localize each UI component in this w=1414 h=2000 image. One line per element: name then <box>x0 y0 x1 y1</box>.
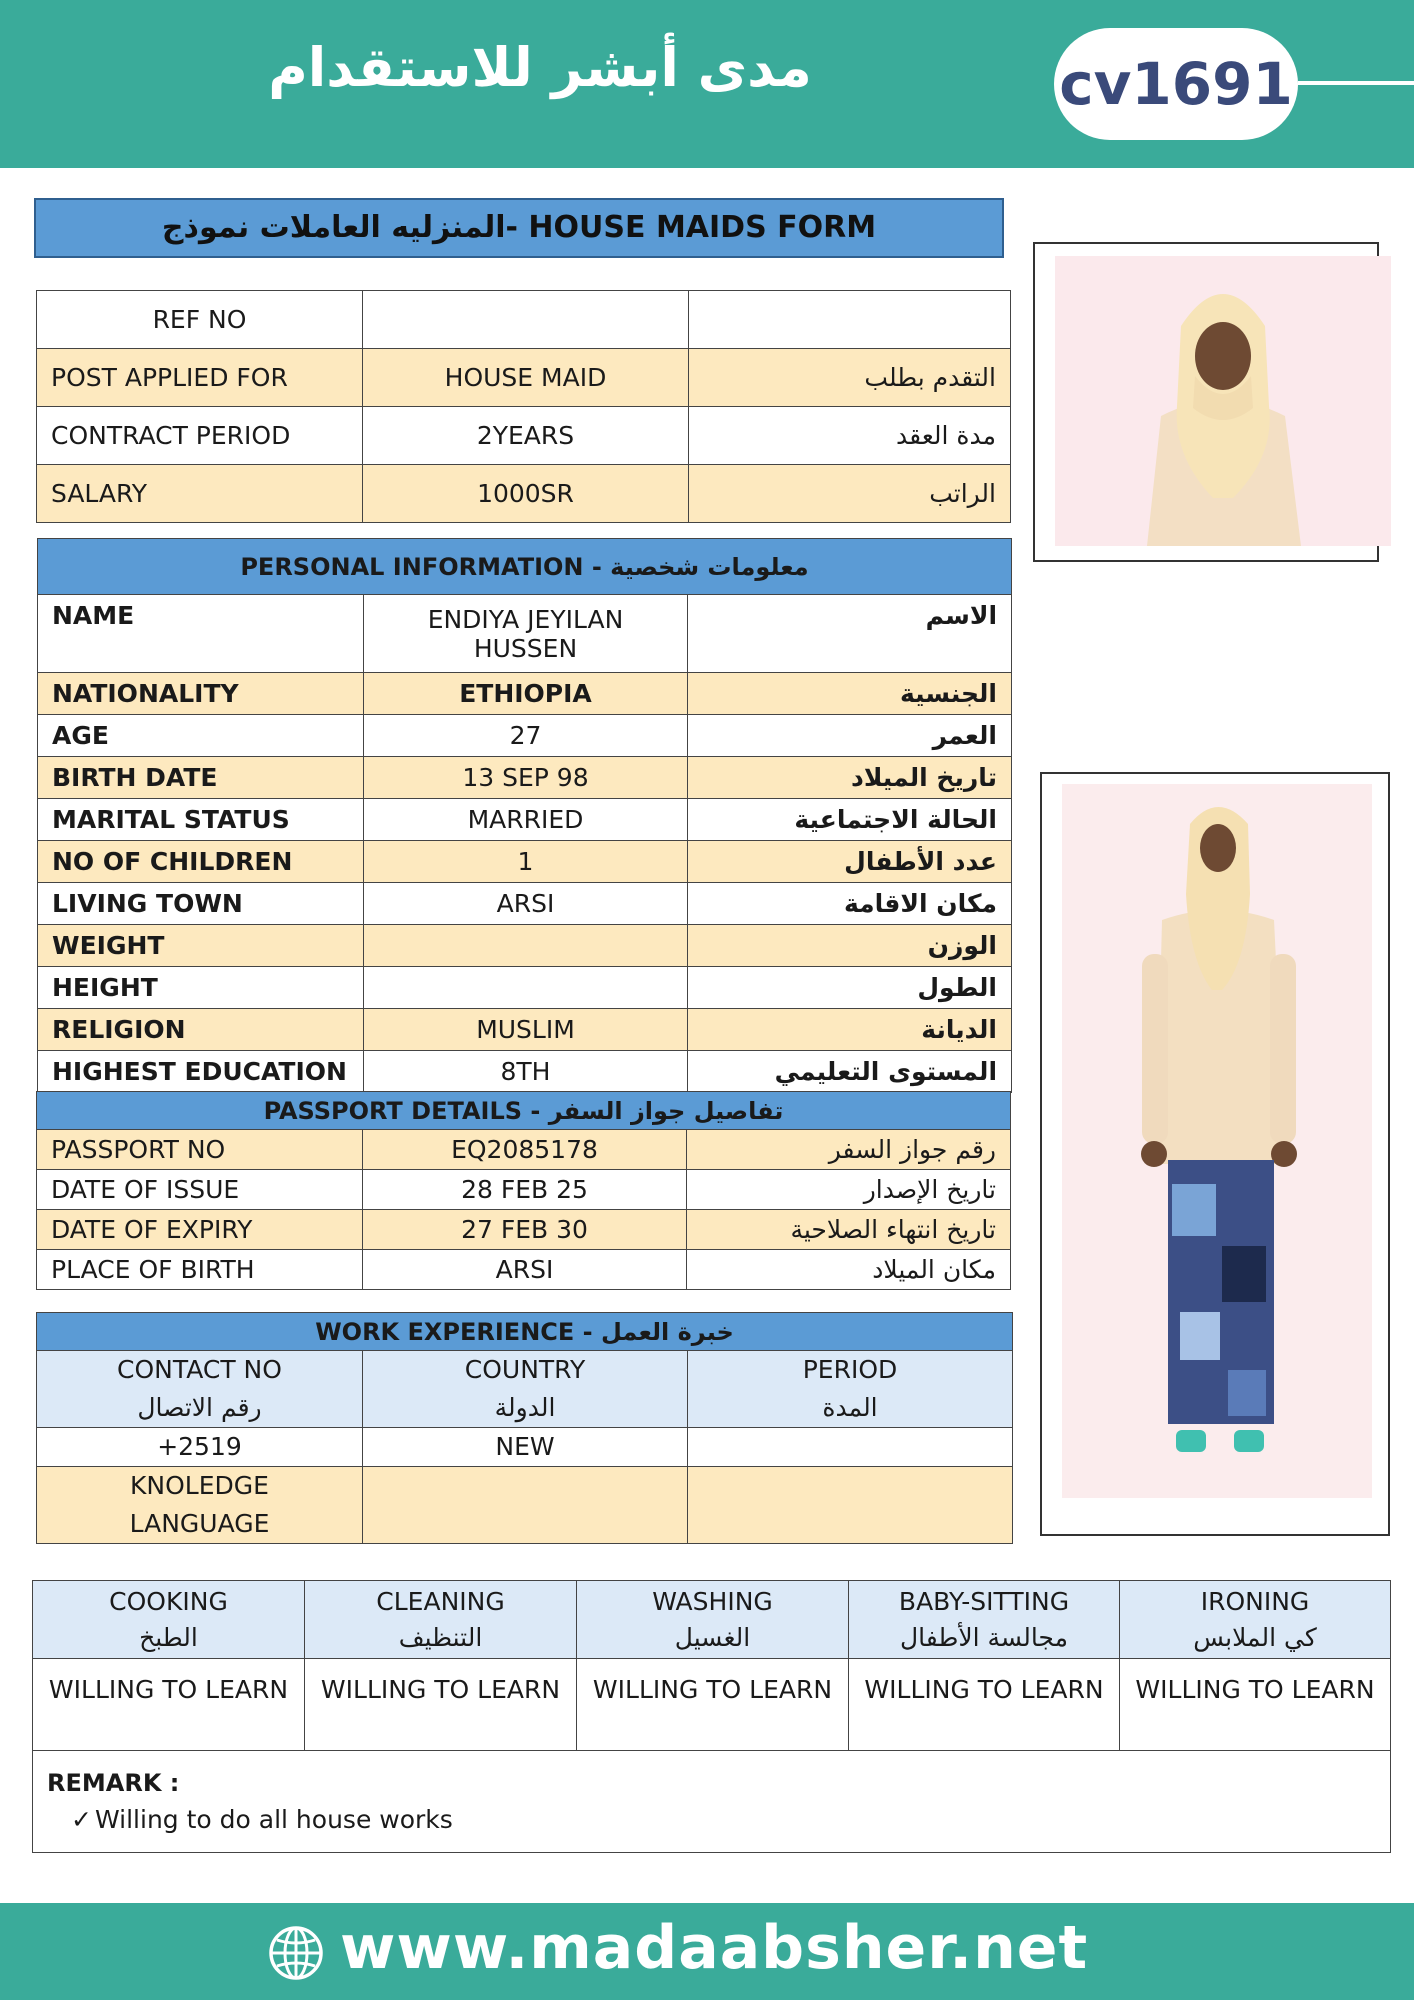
full-body-photo <box>1040 772 1390 1536</box>
full-body-image <box>1062 784 1372 1498</box>
education-ar: المستوى التعليمي <box>688 1051 1012 1093</box>
age-value: 27 <box>364 715 688 757</box>
name-label: NAME <box>38 595 364 673</box>
portrait-photo <box>1033 242 1379 562</box>
header-bar <box>0 0 1414 168</box>
table-row <box>37 1428 1013 1467</box>
contact-header: CONTACT NO رقم الاتصال <box>37 1351 363 1428</box>
weight-ar: الوزن <box>688 925 1012 967</box>
top-info-table <box>36 290 1011 523</box>
cleaning-header: CLEANING التنظيف <box>305 1581 577 1659</box>
work-experience-table <box>36 1312 1013 1544</box>
children-value: 1 <box>364 841 688 883</box>
contract-ar: مدة العقد <box>689 407 1011 465</box>
period-value <box>688 1428 1013 1467</box>
passport-no-label: PASSPORT NO <box>37 1130 363 1170</box>
salary-value: 1000SR <box>363 465 689 523</box>
salary-ar: الراتب <box>689 465 1011 523</box>
weight-value <box>364 925 688 967</box>
ironing-header: IRONING كي الملابس <box>1120 1581 1391 1659</box>
table-row <box>38 1009 1012 1051</box>
marital-value: MARRIED <box>364 799 688 841</box>
globe-icon <box>266 1923 326 1983</box>
expiry-value: 27 FEB 30 <box>363 1210 687 1250</box>
table-row <box>38 715 1012 757</box>
passport-no-value: EQ2085178 <box>363 1130 687 1170</box>
language-value <box>363 1467 688 1544</box>
issue-label: DATE OF ISSUE <box>37 1170 363 1210</box>
table-row <box>38 883 1012 925</box>
nationality-ar: الجنسية <box>688 673 1012 715</box>
town-label: LIVING TOWN <box>38 883 364 925</box>
country-header: COUNTRY الدولة <box>363 1351 688 1428</box>
contract-value: 2YEARS <box>363 407 689 465</box>
birth-date-value: 13 SEP 98 <box>364 757 688 799</box>
work-title: WORK EXPERIENCE - خبرة العمل <box>37 1313 1013 1351</box>
cooking-header: COOKING الطبخ <box>33 1581 305 1659</box>
remark-item: ✓ Willing to do all house works <box>71 1805 453 1834</box>
portrait-image <box>1055 256 1391 546</box>
religion-label: RELIGION <box>38 1009 364 1051</box>
birth-place-ar: مكان الميلاد <box>687 1250 1011 1290</box>
height-value <box>364 967 688 1009</box>
babysitting-header: BABY-SITTING مجالسة الأطفال <box>849 1581 1120 1659</box>
town-value: ARSI <box>364 883 688 925</box>
remark-row <box>33 1751 1391 1853</box>
country-value: NEW <box>363 1428 688 1467</box>
children-label: NO OF CHILDREN <box>38 841 364 883</box>
table-row <box>38 673 1012 715</box>
skills-table <box>32 1580 1391 1853</box>
birth-date-ar: تاريخ الميلاد <box>688 757 1012 799</box>
remark-title: REMARK : <box>47 1769 180 1797</box>
language-label: KNOLEDGE LANGUAGE <box>37 1467 363 1544</box>
table-row <box>38 595 1012 673</box>
washing-header: WASHING الغسيل <box>577 1581 849 1659</box>
table-row <box>37 1467 1013 1544</box>
badge-line <box>1298 81 1414 85</box>
passport-table <box>36 1091 1011 1290</box>
salary-label: SALARY <box>37 465 363 523</box>
table-row <box>38 757 1012 799</box>
cooking-value: WILLING TO LEARN <box>33 1659 305 1751</box>
education-label: HIGHEST EDUCATION <box>38 1051 364 1093</box>
age-label: AGE <box>38 715 364 757</box>
birth-place-label: PLACE OF BIRTH <box>37 1250 363 1290</box>
expiry-ar: تاريخ انتهاء الصلاحية <box>687 1210 1011 1250</box>
weight-label: WEIGHT <box>38 925 364 967</box>
cleaning-value: WILLING TO LEARN <box>305 1659 577 1751</box>
marital-label: MARITAL STATUS <box>38 799 364 841</box>
table-row <box>38 1051 1012 1093</box>
post-ar: التقدم بطلب <box>689 349 1011 407</box>
ref-no-ar <box>689 291 1011 349</box>
footer-bar <box>0 1903 1414 2000</box>
table-row <box>37 291 1011 349</box>
town-ar: مكان الاقامة <box>688 883 1012 925</box>
height-ar: الطول <box>688 967 1012 1009</box>
table-row <box>37 1250 1011 1290</box>
table-row <box>37 1130 1011 1170</box>
religion-ar: الديانة <box>688 1009 1012 1051</box>
table-row <box>37 407 1011 465</box>
post-label: POST APPLIED FOR <box>37 349 363 407</box>
name-value: ENDIYA JEYILAN HUSSEN <box>364 595 688 673</box>
nationality-label: NATIONALITY <box>38 673 364 715</box>
height-label: HEIGHT <box>38 967 364 1009</box>
brand-title: مدى أبشر للاستقدام <box>268 36 812 99</box>
expiry-label: DATE OF EXPIRY <box>37 1210 363 1250</box>
ironing-value: WILLING TO LEARN <box>1120 1659 1391 1751</box>
language-extra <box>688 1467 1013 1544</box>
table-row <box>33 1659 1391 1751</box>
personal-info-table <box>37 538 1012 1093</box>
table-row <box>33 1581 1391 1659</box>
table-row <box>38 799 1012 841</box>
ref-no-value <box>363 291 689 349</box>
marital-ar: الحالة الاجتماعية <box>688 799 1012 841</box>
cv-code-badge: cv1691 <box>1054 28 1298 140</box>
post-value: HOUSE MAID <box>363 349 689 407</box>
table-row <box>37 1170 1011 1210</box>
babysitting-value: WILLING TO LEARN <box>849 1659 1120 1751</box>
passport-no-ar: رقم جواز السفر <box>687 1130 1011 1170</box>
table-row <box>38 967 1012 1009</box>
table-row <box>38 925 1012 967</box>
washing-value: WILLING TO LEARN <box>577 1659 849 1751</box>
period-header: PERIOD المدة <box>688 1351 1013 1428</box>
issue-value: 28 FEB 25 <box>363 1170 687 1210</box>
nationality-value: ETHIOPIA <box>364 673 688 715</box>
issue-ar: تاريخ الإصدار <box>687 1170 1011 1210</box>
religion-value: MUSLIM <box>364 1009 688 1051</box>
personal-info-title: PERSONAL INFORMATION - معلومات شخصية <box>38 539 1012 595</box>
age-ar: العمر <box>688 715 1012 757</box>
birth-place-value: ARSI <box>363 1250 687 1290</box>
table-row <box>37 465 1011 523</box>
table-row <box>37 1210 1011 1250</box>
website-link[interactable]: www.madaabsher.net <box>340 1913 1089 1983</box>
check-icon: ✓ <box>71 1805 92 1834</box>
passport-title: PASSPORT DETAILS - تفاصيل جواز السفر <box>37 1092 1011 1130</box>
name-ar: الاسم <box>688 595 1012 673</box>
table-row <box>37 1351 1013 1428</box>
children-ar: عدد الأطفال <box>688 841 1012 883</box>
education-value: 8TH <box>364 1051 688 1093</box>
contract-label: CONTRACT PERIOD <box>37 407 363 465</box>
birth-date-label: BIRTH DATE <box>38 757 364 799</box>
table-row <box>37 349 1011 407</box>
ref-no-label: REF NO <box>37 291 363 349</box>
form-title: المنزليه العاملات نموذج- HOUSE MAIDS FORM <box>34 198 1004 258</box>
remark-cell <box>33 1751 1391 1853</box>
contact-value: +2519 <box>37 1428 363 1467</box>
table-row <box>38 841 1012 883</box>
